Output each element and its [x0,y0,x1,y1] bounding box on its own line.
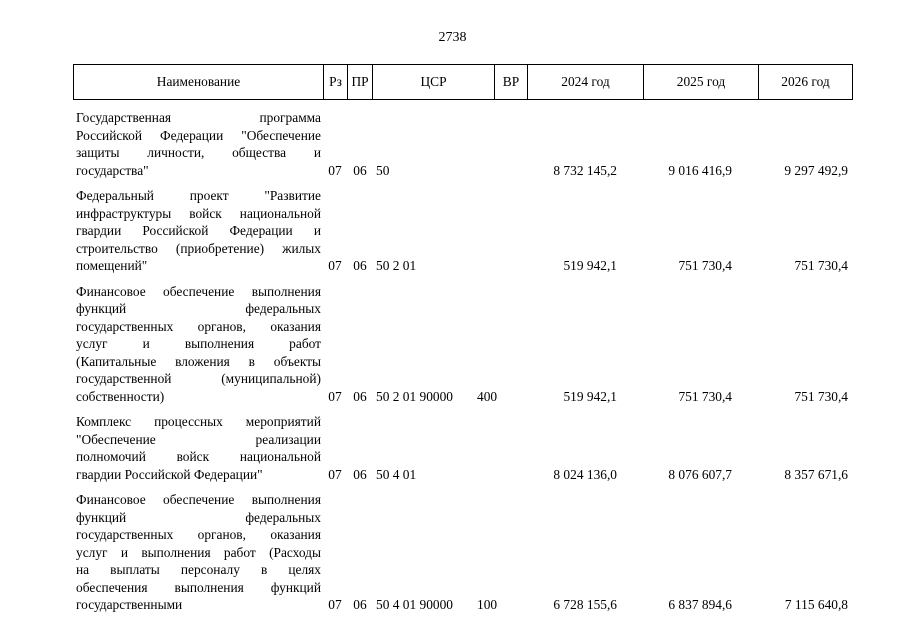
row-2024: 519 942,1 [563,258,617,273]
row-name-line: государственных органов, оказания [76,318,321,334]
row-name-line: Российской Федерации "Обеспечение [76,127,321,143]
row-name-line: обеспечения выполнения функций [76,579,321,595]
row-name-line: функций федеральных [76,509,321,525]
header-name: Наименование [74,65,324,99]
row-name-line: Федеральный проект "Развитие [76,188,321,203]
row-rz: 07 [328,466,342,482]
row-name [73,491,321,614]
row-pr: 06 [353,388,367,404]
row-2026: 751 730,4 [794,388,848,404]
row-name-line: Финансовое обеспечение выполнения [76,492,321,507]
table-body [73,109,853,622]
row-name-line: государственных органов, оказания [76,527,321,542]
header-2025: 2025 год [644,65,759,99]
header-csr: ЦСР [373,65,495,99]
row-pr: 06 [353,466,367,482]
row-rz: 07 [328,597,342,612]
row-name-line: (Капитальные вложения в объекты [76,353,321,369]
row-name-line: строительство (приобретение) жилых [76,240,321,256]
row-2025: 9 016 416,9 [668,162,732,178]
row-2026: 9 297 492,9 [784,162,848,178]
row-pr: 06 [353,597,367,612]
row-pr: 06 [353,162,367,178]
page-number: 2738 [438,30,467,45]
header-pr: ПР [348,65,373,99]
row-2026: 7 115 640,8 [784,597,848,612]
header-2026: 2026 год [781,74,830,89]
row-name [73,283,321,406]
row-name [73,413,321,483]
row-2024: 8 024 136,0 [553,466,617,482]
row-name-line: помещений" [76,258,148,273]
row-2025: 751 730,4 [678,258,732,273]
row-name-line: Финансовое обеспечение выполнения [76,283,321,299]
table-row [73,413,853,483]
row-2025: 6 837 894,6 [668,597,732,612]
row-vr: 100 [477,597,498,612]
row-name-line: собственности) [76,388,165,404]
row-csr: 50 2 01 [376,258,417,273]
row-name-line: полномочий войск национальной [76,449,321,464]
row-name-line: гвардии Российской Федерации" [76,466,263,482]
row-name [73,109,321,179]
row-name-line: функций федеральных [76,301,321,316]
row-name-line: государственной (муниципальной) [76,371,321,386]
row-name-line: государства" [76,162,149,178]
row-2026: 8 357 671,6 [784,466,848,482]
row-csr: 50 2 01 90000 [376,388,453,404]
row-2024: 6 728 155,6 [553,597,617,612]
table-row [73,283,853,406]
row-name-line: защиты личности, общества и [76,145,321,160]
header-2024: 2024 год [528,65,644,99]
row-rz: 07 [328,162,342,178]
row-csr: 50 4 01 90000 [376,597,453,612]
header-vr: ВР [495,65,528,99]
row-name-line: на выплаты персоналу в целях [76,562,321,577]
row-name-line: государственными [76,597,183,612]
row-csr: 50 [376,162,390,178]
row-name-line: инфраструктуры войск национальной [76,205,321,221]
row-pr: 06 [353,258,367,273]
table-row [73,187,853,275]
row-name-line: услуг и выполнения работ (Расходы [76,544,321,560]
row-name-line: "Обеспечение реализации [76,431,321,447]
row-name-line: Государственная программа [76,110,321,125]
row-csr: 50 4 01 [376,466,417,482]
table-row [73,109,853,179]
table-row [73,491,853,614]
header-rz: Рз [324,65,348,99]
table-header [73,64,853,100]
row-rz: 07 [328,258,342,273]
row-2025: 8 076 607,7 [668,466,732,482]
row-name-line: Комплекс процессных мероприятий [76,414,321,429]
row-vr: 400 [477,388,498,404]
row-name [73,187,321,275]
row-name-line: услуг и выполнения работ [76,336,321,351]
row-2026: 751 730,4 [794,258,848,273]
row-2024: 8 732 145,2 [553,162,617,178]
row-2024: 519 942,1 [563,388,617,404]
row-rz: 07 [328,388,342,404]
row-2025: 751 730,4 [678,388,732,404]
row-name-line: гвардии Российской Федерации и [76,223,321,238]
